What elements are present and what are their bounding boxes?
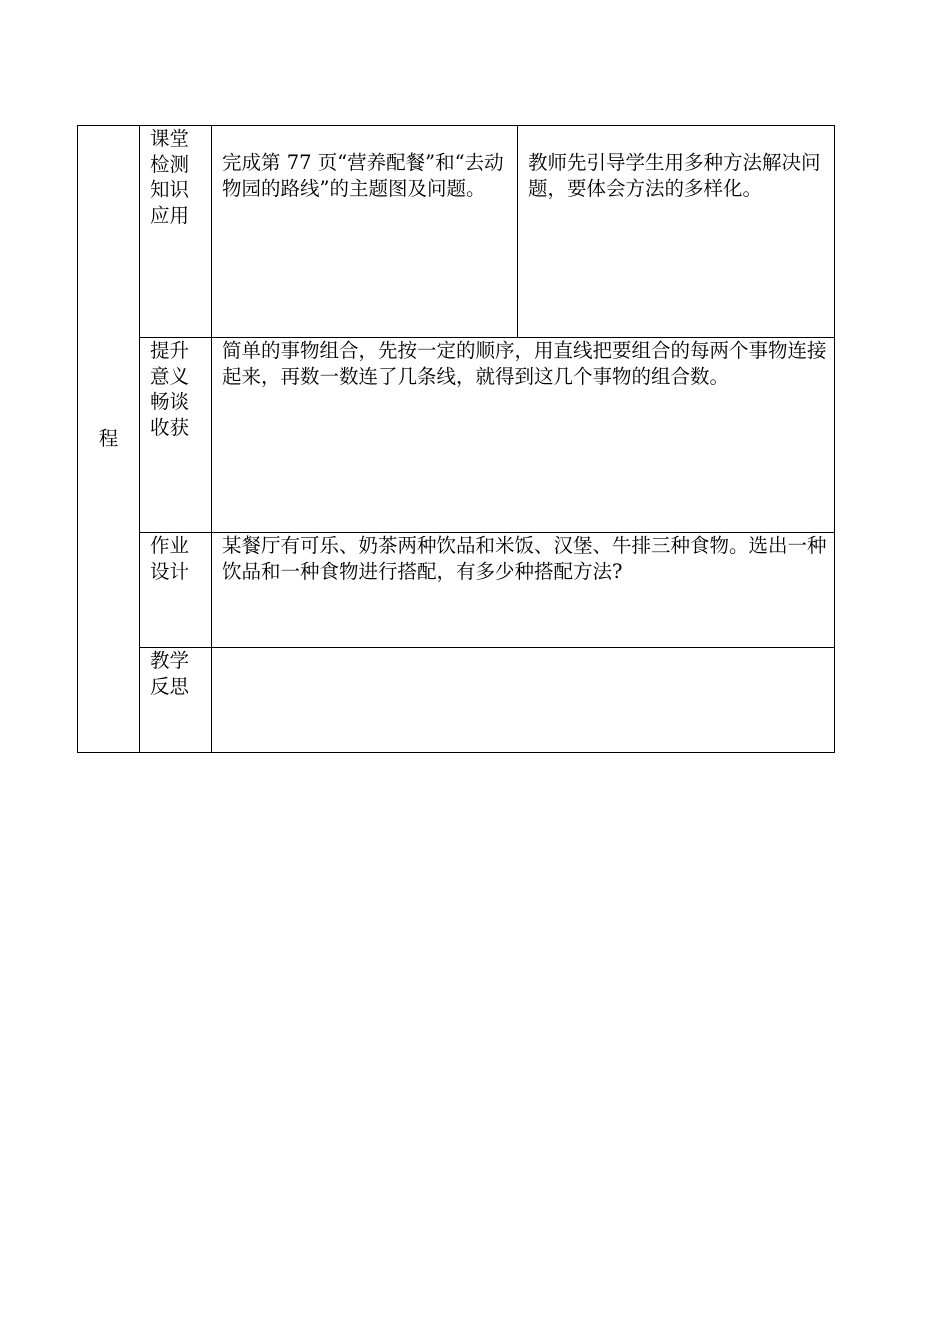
summary-cell: 简单的事物组合，先按一定的顺序，用直线把要组合的每两个事物连接起来，再数一数连了几条线，就得到这几个事物的组合数。 (212, 338, 835, 533)
row-label-classroom-check: 课堂 检测 知识 应用 (140, 126, 212, 338)
homework-cell: 某餐厅有可乐、奶茶两种饮品和米饭、汉堡、牛排三种食物。选出一种饮品和一种食物进行搭配，有多少种搭配方法? (212, 533, 835, 648)
stage-cell: 程 (78, 126, 140, 753)
table-row (78, 533, 835, 648)
guidance-cell: 教师先引导学生用多种方法解决问题，要体会方法的多样化。 (518, 126, 835, 338)
table-row (78, 126, 835, 338)
row-label-homework: 作业 设计 (140, 533, 212, 648)
task-cell: 完成第 77 页“营养配餐”和“去动物园的路线”的主题图及问题。 (212, 126, 518, 338)
row-label-reflection: 教学 反思 (140, 648, 212, 753)
table-row (78, 648, 835, 753)
lesson-plan-table (77, 125, 835, 753)
row-label-summary: 提升 意义 畅谈 收获 (140, 338, 212, 533)
reflection-cell (212, 648, 835, 753)
table-row (78, 338, 835, 533)
